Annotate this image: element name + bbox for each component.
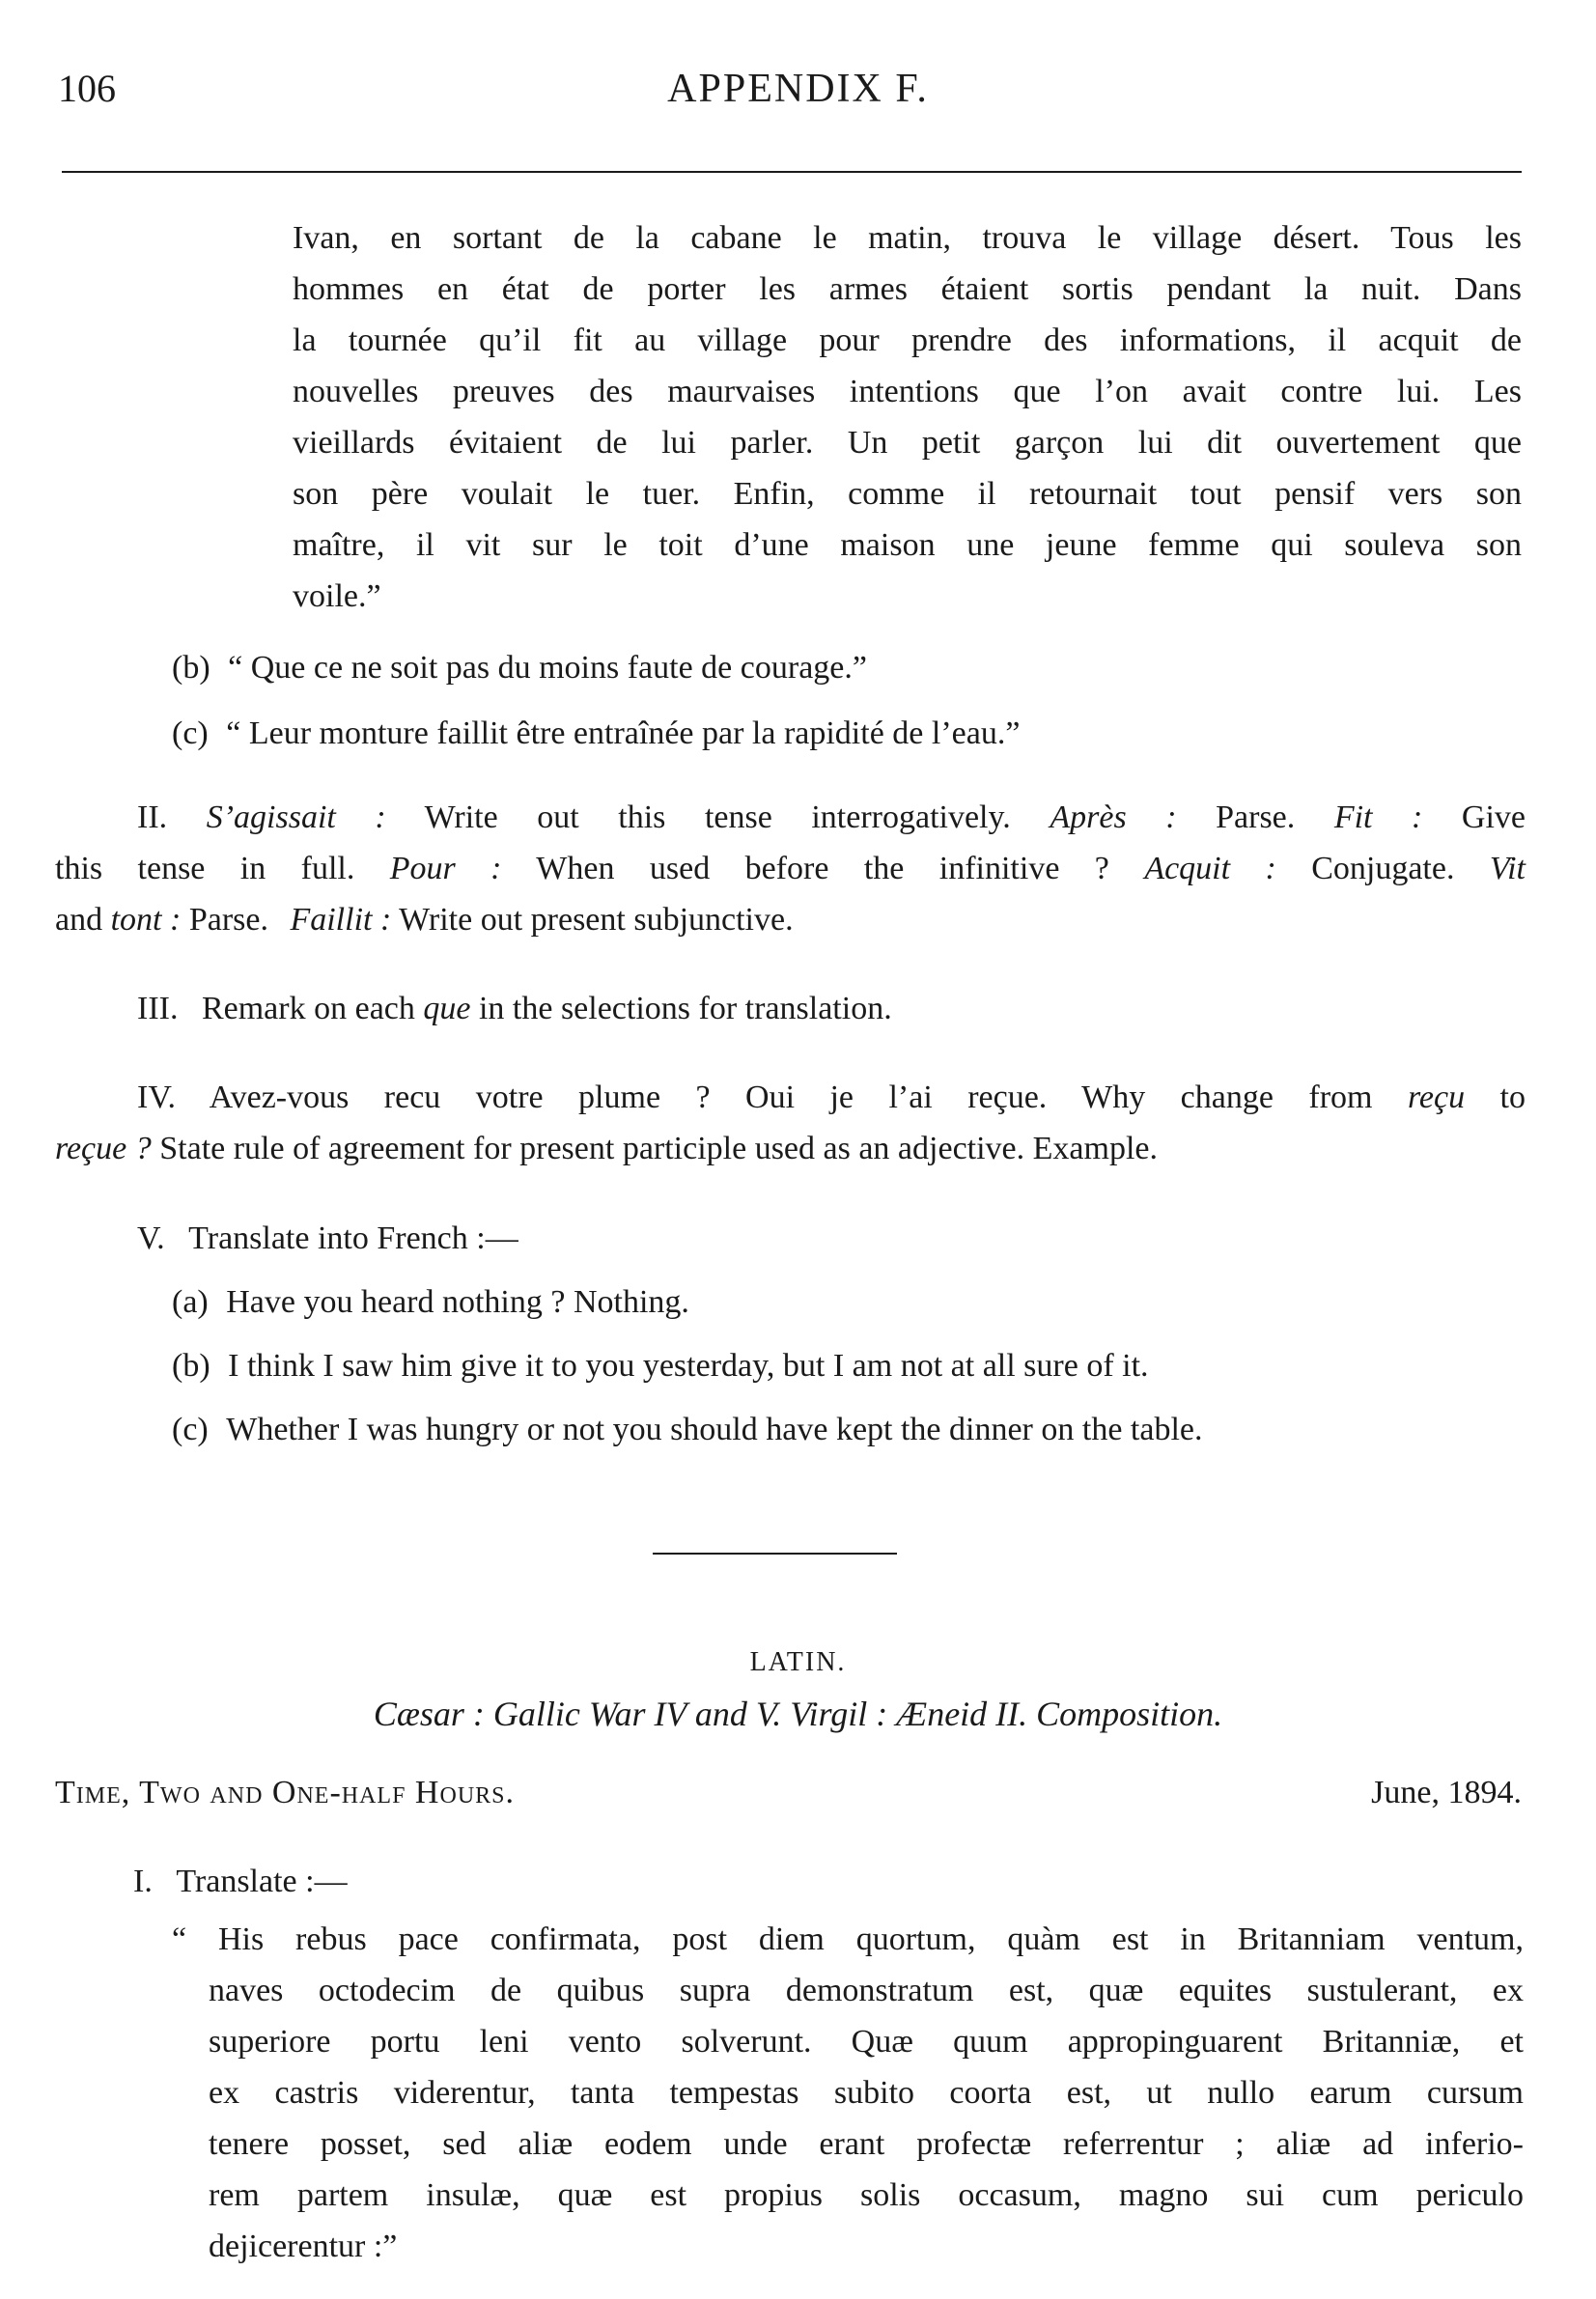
exam-date: June, 1894.: [1371, 1775, 1522, 1810]
question-text: State rule of agreement for present participle used as an adjective. Example.: [151, 1131, 1158, 1166]
question-text: Avez-vous recu votre plume ? Oui je l’ai reçue. Why change from: [209, 1079, 1408, 1115]
passage-line: hommes en état de porter les armes étaient sortis pendant la nuit. Dans: [293, 271, 1522, 307]
question-text: Conjugate.: [1275, 851, 1455, 886]
term: que: [423, 991, 471, 1026]
passage-line: maître, il vit sur le toit d’une maison une jeune femme qui souleva son: [293, 527, 1522, 563]
passage-line: son père voulait le tuer. Enfin, comme il retournait tout pensif vers son: [293, 476, 1522, 512]
term: Acquit :: [1144, 851, 1276, 886]
term: Vit: [1489, 851, 1526, 886]
question-text: this tense in full.: [55, 851, 355, 886]
question-2-line-1: [137, 792, 1526, 843]
question-text: Give: [1422, 799, 1526, 835]
term: Après :: [1050, 799, 1177, 835]
section-heading: LATIN.: [749, 1647, 847, 1677]
question-4-line-2: [55, 1123, 1158, 1174]
question-text: Remark on each: [201, 991, 424, 1026]
item-label: (c): [172, 715, 209, 751]
item-text: Whether I was hungry or not you should have kept the dinner on the table.: [226, 1412, 1203, 1447]
item-a: [172, 1276, 689, 1328]
item-c: [172, 708, 1020, 759]
passage-line: ex castris viderentur, tanta tempestas subito coorta est, ut nullo earum cursum: [209, 2075, 1524, 2111]
term: reçu: [1407, 1079, 1466, 1115]
item-label: (b): [172, 650, 210, 686]
item-label: (c): [172, 1412, 209, 1447]
question-number: III.: [137, 991, 179, 1026]
question-text: Parse.: [181, 902, 268, 938]
question-3: [137, 983, 892, 1034]
term: Faillit :: [290, 902, 392, 938]
question-text: Write out present subjunctive.: [391, 902, 794, 938]
term: S’agissait :: [206, 799, 386, 835]
passage-line: superiore portu leni vento solverunt. Quæ quum appropinguarent Britanniæ, et: [209, 2024, 1524, 2060]
passage-line: la tournée qu’il fit au village pour prendre des informations, il acquit de: [293, 322, 1522, 358]
page-number: 106: [58, 67, 116, 110]
passage-line: “ His rebus pace confirmata, post diem quortum, quàm est in Britanniam ventum,: [172, 1921, 1524, 1957]
term: tont :: [110, 902, 182, 938]
section-subtitle: Cæsar : Gallic War IV and V. Virgil : Æneid II. Composition.: [373, 1695, 1223, 1733]
passage-line: rem partem insulæ, quæ est propius solis occasum, magno sui cum periculo: [209, 2177, 1524, 2213]
question-text: Translate into French :—: [188, 1220, 518, 1256]
section-divider: [653, 1553, 897, 1555]
passage-line: vieillards évitaient de lui parler. Un petit garçon lui dit ouvertement que: [293, 425, 1522, 461]
question-text: Parse.: [1176, 799, 1296, 835]
question-2-line-2: [55, 843, 1526, 894]
question-text: and: [55, 902, 111, 938]
item-label: (a): [172, 1284, 209, 1320]
item-text: Have you heard nothing ? Nothing.: [226, 1284, 689, 1320]
question-5: [137, 1213, 518, 1264]
passage-line: Ivan, en sortant de la cabane le matin, trouva le village désert. Tous les: [293, 220, 1522, 256]
question-number: V.: [137, 1220, 165, 1256]
passage-line: tenere posset, sed aliæ eodem unde erant profectæ referrentur ; aliæ ad inferio-: [209, 2126, 1524, 2162]
term: Fit :: [1333, 799, 1423, 835]
question-number: I.: [133, 1864, 153, 1899]
passage-line: nouvelles preuves des maurvaises intentions que l’on avait contre lui. Les: [293, 374, 1522, 409]
term: reçue ?: [55, 1131, 152, 1166]
passage-line: naves octodecim de quibus supra demonstratum est, quæ equites sustulerant, ex: [209, 1973, 1524, 2008]
question-text: in the selections for translation.: [470, 991, 892, 1026]
term: Pour :: [389, 851, 502, 886]
question-text: Write out this tense interrogatively.: [385, 799, 1011, 835]
question-text: to: [1465, 1079, 1526, 1115]
question-number: II.: [137, 799, 168, 835]
question-number: IV.: [137, 1079, 176, 1115]
french-passage: [293, 212, 1522, 622]
header-rule: [62, 171, 1522, 173]
question-2-line-3: [55, 894, 794, 945]
latin-passage: [172, 1914, 1524, 2272]
question-text: Translate :—: [176, 1864, 348, 1899]
item-c: [172, 1404, 1202, 1455]
question-4-line-1: [137, 1072, 1526, 1123]
item-b: [172, 642, 867, 693]
item-b: [172, 1340, 1149, 1391]
question-text: When used before the infinitive ?: [501, 851, 1109, 886]
item-text: I think I saw him give it to you yesterday, but I am not at all sure of it.: [228, 1348, 1149, 1384]
item-text: “ Leur monture faillit être entraînée par la rapidité de l’eau.”: [226, 715, 1021, 751]
exam-time: Time, Two and One-half Hours.: [55, 1775, 516, 1810]
latin-question-1: [133, 1856, 348, 1907]
item-text: “ Que ce ne soit pas du moins faute de courage.”: [228, 650, 867, 686]
page-title: APPENDIX F.: [667, 67, 929, 111]
item-label: (b): [172, 1348, 210, 1384]
passage-line: voile.”: [293, 578, 381, 614]
passage-line: dejicerentur :”: [209, 2229, 398, 2264]
